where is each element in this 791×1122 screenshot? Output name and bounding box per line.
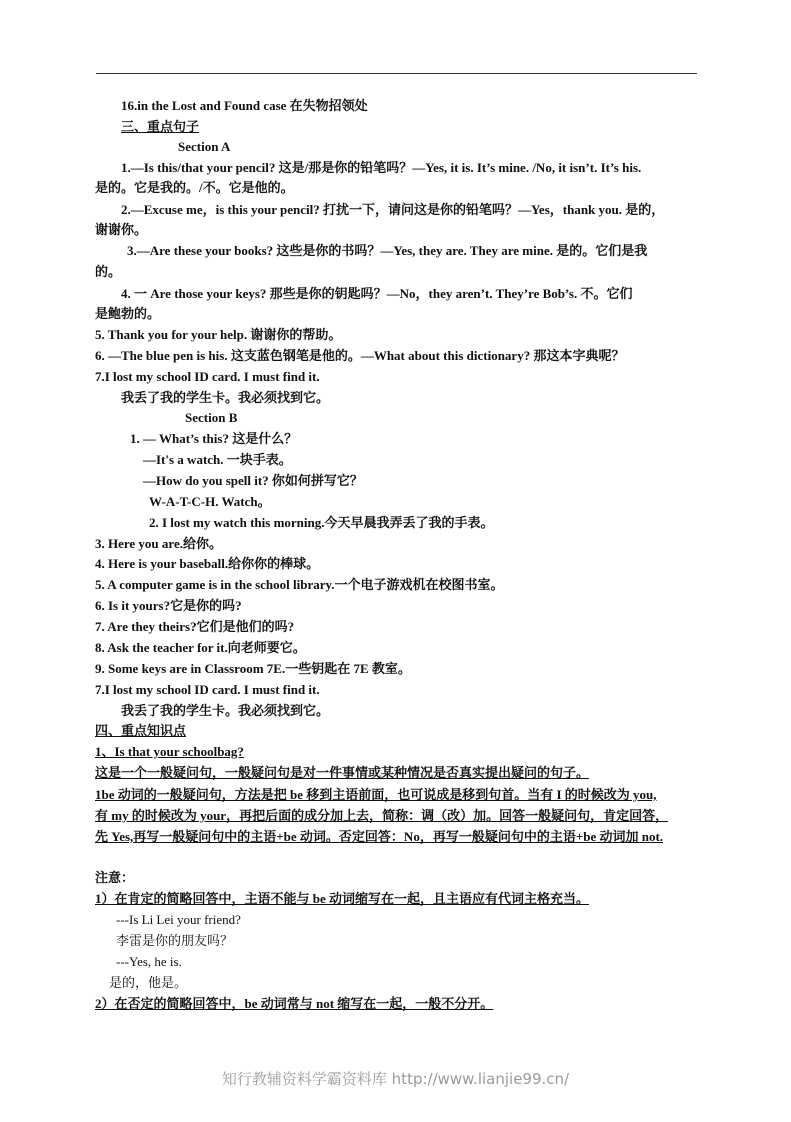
section-heading: 三、重点句子 (121, 119, 200, 134)
text-line: 7.I lost my school ID card. I must find it. (95, 682, 320, 697)
text-line: 7. Are they theirs?它们是他们的吗? (95, 619, 295, 634)
text-line: 谢谢你。 (95, 222, 148, 237)
text-line: 的。 (95, 264, 122, 279)
text-line: 是鲍勃的。 (95, 306, 161, 321)
text-line: 这是一个一般疑问句，一般疑问句是对一件事情或某种情况是否真实提出疑问的句子。 (95, 765, 590, 780)
text-line: 3.—Are these your books? 这些是你的书吗？—Yes, they are. They are mine. 是的。它们是我 (127, 243, 648, 258)
example-line: ---Is Li Lei your friend? (116, 912, 241, 927)
text-line: 4. Here is your baseball.给你你的棒球。 (95, 556, 320, 571)
text-line: 6. —The blue pen is his. 这支蓝色钢笔是他的。—What about this dictionary? 那这本字典呢？ (95, 348, 625, 363)
text-line: 16.in the Lost and Found case 在失物招领处 (121, 98, 368, 113)
text-line: 8. Ask the teacher for it.向老师要它。 (95, 640, 306, 655)
note-item: 2）在否定的简略回答中，be 动词常与 not 缩写在一起，一般不分开。 (95, 996, 494, 1011)
text-line: 1. — What’s this? 这是什么？ (130, 431, 298, 446)
subsection-heading: Section A (178, 139, 231, 154)
text-line: —It's a watch. 一块手表。 (143, 452, 292, 467)
text-line: 6. Is it yours?它是你的吗? (95, 598, 242, 613)
knowledge-point-title: 1、Is that your schoolbag? (95, 744, 244, 759)
text-line: W-A-T-C-H. Watch。 (149, 494, 271, 509)
text-line: 5. A computer game is in the school library.一个电子游戏机在校图书室。 (95, 577, 504, 592)
text-line: 先 Yes,再写一般疑问句中的主语+be 动词。否定回答：No，再写一般疑问句中的主语+be 动词加 not. (95, 829, 664, 844)
section-heading: 四、重点知识点 (95, 723, 187, 738)
note-heading: 注意： (95, 870, 135, 885)
subsection-heading: Section B (185, 410, 238, 425)
text-line: 3. Here you are.给你。 (95, 536, 222, 551)
example-line: 是的，他是。 (109, 975, 188, 990)
footer-watermark: 知行教辅资料学霸资料库 http://www.lianjie99.cn/ (221, 1070, 570, 1088)
text-line: 5. Thank you for your help. 谢谢你的帮助。 (95, 327, 342, 342)
note-item: 1）在肯定的简略回答中，主语不能与 be 动词缩写在一起，且主语应有代词主格充当。 (95, 891, 590, 906)
example-line: 李雷是你的朋友吗？ (116, 933, 234, 948)
text-line: 1.—Is this/that your pencil? 这是/那是你的铅笔吗？—Yes, it is. It’s mine. /No, it isn’t. It’s his. (121, 160, 642, 175)
text-line: 4. 一 Are those your keys? 那些是你的钥匙吗？—No，they aren’t. They’re Bob’s. 不。它们 (121, 286, 633, 301)
text-line: 2. I lost my watch this morning.今天早晨我弄丢了我的手表。 (149, 515, 494, 530)
example-line: ---Yes, he is. (116, 954, 182, 969)
text-line: 我丢了我的学生卡。我必须找到它。 (121, 703, 330, 718)
text-line: —How do you spell it? 你如何拼写它？ (143, 473, 363, 488)
text-line: 有 my 的时候改为 your，再把后面的成分加上去，简称：调（改）加。回答一般疑问句，肯定回答， (95, 808, 669, 823)
text-line: 2.—Excuse me，is this your pencil? 打扰一下，请问这是你的铅笔吗？—Yes，thank you. 是的， (121, 202, 665, 217)
text-line: 是的。它是我的。/不。它是他的。 (95, 180, 294, 195)
text-line: 我丢了我的学生卡。我必须找到它。 (121, 390, 330, 405)
text-line: 9. Some keys are in Classroom 7E.一些钥匙在 7E 教室。 (95, 661, 411, 676)
header-rule (96, 73, 697, 74)
text-line: 1be 动词的一般疑问句，方法是把 be 移到主语前面，也可说成是移到句首。当有 I 的时候改为 you, (95, 787, 657, 802)
text-line: 7.I lost my school ID card. I must find it. (95, 369, 320, 384)
